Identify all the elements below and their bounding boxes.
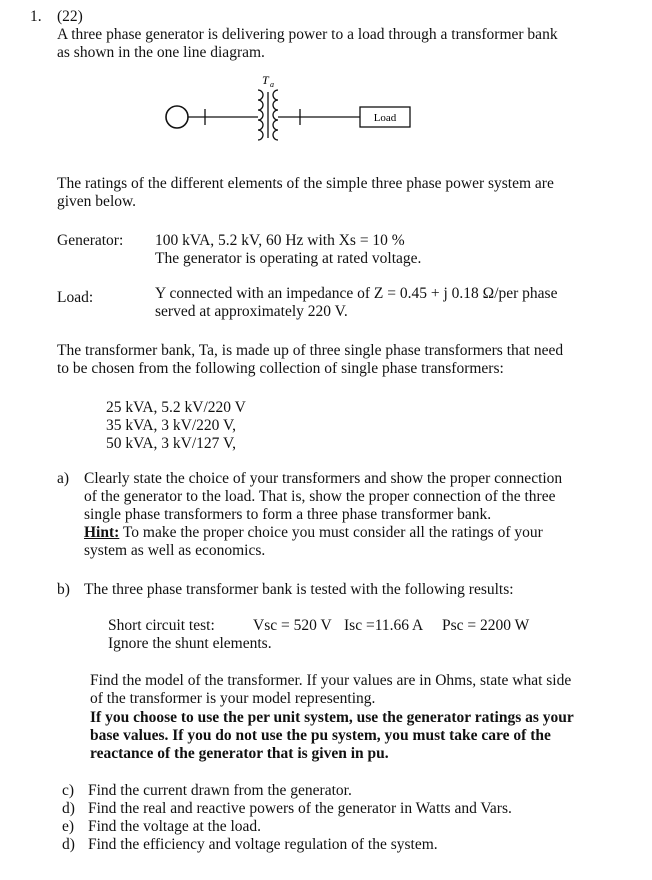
one-line-diagram (150, 70, 440, 150)
question-label: d) (62, 800, 75, 817)
problem-number: 1. (30, 8, 42, 25)
load-spec: Y connected with an impedance of Z = 0.45 + j 0.18 Ω/per phase (155, 285, 558, 302)
psc-value: Psc = 2200 W (442, 617, 530, 634)
hint-text: To make the proper choice you must consider all the ratings of your (119, 524, 543, 541)
part-a-hint (84, 524, 543, 542)
isc-value: Isc =11.66 A (344, 617, 424, 634)
generator-symbol (166, 106, 188, 128)
transformer-symbol (258, 90, 278, 140)
question-label: e) (62, 818, 75, 835)
ratings-line-1: The ratings of the different elements of the simple three phase power system are (57, 175, 554, 192)
intro-line-1: A three phase generator is delivering power to a load through a transformer bank (57, 26, 558, 43)
question-text: Find the current drawn from the generator. (88, 782, 352, 799)
part-a-line-2: of the generator to the load. That is, show the proper connection of the three (84, 488, 556, 505)
question-label: c) (62, 782, 75, 799)
transformer-subscript: a (270, 80, 274, 89)
generator-label: Generator: (57, 232, 124, 249)
short-circuit-label: Short circuit test: (108, 617, 215, 634)
part-a-hint-line-2: system as well as economics. (84, 542, 266, 559)
pu-note-line-1: If you choose to use the per unit system, use the generator ratings as your (90, 709, 574, 726)
bank-line-2: to be chosen from the following collection of single phase transformers: (57, 360, 504, 377)
intro-line-2: as shown in the one line diagram. (57, 44, 265, 61)
pu-note-line-2: base values. If you do not use the pu system, you must take care of the (90, 727, 551, 744)
shunt-note: Ignore the shunt elements. (108, 635, 272, 652)
transformer-option: 35 kVA, 3 kV/220 V, (106, 417, 237, 434)
transformer-label: T (262, 73, 269, 87)
model-line-2: of the transformer is your model representing. (90, 690, 376, 707)
pu-note-line-3: reactance of the generator that is given in pu. (90, 745, 389, 762)
load-spec-label: Load: (57, 289, 94, 306)
ratings-line-2: given below. (57, 193, 137, 210)
part-b-line-1: The three phase transformer bank is tested with the following results: (84, 581, 514, 598)
question-text: Find the voltage at the load. (88, 818, 262, 835)
part-b-label: b) (57, 581, 70, 598)
generator-note: The generator is operating at rated voltage. (155, 250, 422, 267)
load-label: Load (373, 112, 397, 124)
transformer-option: 25 kVA, 5.2 kV/220 V (106, 399, 246, 416)
model-line-1: Find the model of the transformer. If your values are in Ohms, state what side (90, 672, 572, 689)
part-a-line-1: Clearly state the choice of your transformers and show the proper connection (84, 470, 563, 487)
bank-line-1: The transformer bank, Ta, is made up of three single phase transformers that need (57, 342, 564, 359)
transformer-option: 50 kVA, 3 kV/127 V, (106, 435, 237, 452)
problem-points: (22) (57, 8, 83, 25)
part-a-label: a) (57, 470, 70, 487)
vsc-value: Vsc = 520 V (253, 617, 332, 634)
part-a-line-3: single phase transformers to form a three phase transformer bank. (84, 506, 492, 523)
hint-label: Hint: (84, 524, 120, 541)
question-text: Find the real and reactive powers of the generator in Watts and Vars. (88, 800, 512, 817)
question-label: d) (62, 836, 75, 853)
question-text: Find the efficiency and voltage regulation of the system. (88, 836, 438, 853)
generator-spec: 100 kVA, 5.2 kV, 60 Hz with Xs = 10 % (155, 232, 405, 249)
load-note: served at approximately 220 V. (155, 303, 348, 320)
